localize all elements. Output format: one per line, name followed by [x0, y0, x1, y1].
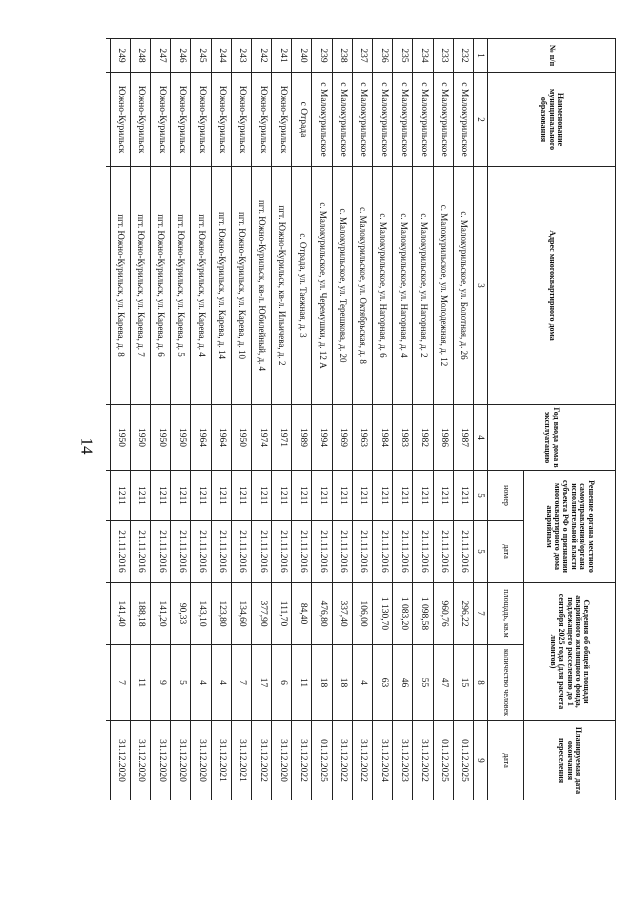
row-number: 248: [130, 39, 150, 73]
column-number: 4: [474, 405, 488, 471]
row-number: 237: [352, 39, 372, 73]
people-cell: [106, 645, 110, 721]
table-row: [433, 39, 453, 801]
municipality-cell: Южно-Курильск: [171, 73, 191, 167]
area-cell: 106,00: [352, 583, 372, 645]
planned-date-cell: 31.12.2022: [413, 721, 433, 800]
municipality-cell: Южно-Курильск: [191, 73, 211, 167]
decision-date-cell: 21.11.2016: [251, 521, 271, 583]
address-cell: пгт. Южно-Курильск, кв-л. Ильичева, д. 2: [272, 167, 292, 405]
decision-number-cell: 1211: [191, 471, 211, 521]
decision-number-cell: 1211: [433, 471, 453, 521]
planned-date-cell: 01.12.2025: [312, 721, 332, 800]
table-row: [373, 39, 393, 801]
decision-number-cell: 1211: [292, 471, 312, 521]
people-cell: 5: [171, 645, 191, 721]
planned-date-cell: 01.12.2025: [453, 721, 473, 800]
header-decision: Решение органа местного самоуправления/органа исполнительной власти субъекта РФ о признании многоквартирного дома аварийным: [524, 471, 616, 583]
decision-date-cell: 21.11.2016: [171, 521, 191, 583]
municipality-cell: с Малокурильское: [373, 73, 393, 167]
municipality-cell: с Малокурильское: [453, 73, 473, 167]
people-cell: 18: [312, 645, 332, 721]
people-cell: 46: [393, 645, 413, 721]
area-cell: 377,90: [251, 583, 271, 645]
year-cell: 1964: [211, 405, 231, 471]
address-cell: с. Малокурильское, ул. Октябрьская, д. 8: [352, 167, 372, 405]
year-cell: 1950: [171, 405, 191, 471]
table-row: [231, 39, 251, 801]
municipality-cell: Южно-Курильск: [110, 73, 130, 167]
decision-number-cell: 1211: [373, 471, 393, 521]
table-row: [453, 39, 473, 801]
header-year: Год ввода дома в эксплуатацию: [488, 405, 616, 471]
area-cell: 134,60: [231, 583, 251, 645]
table-row: [106, 39, 110, 801]
decision-number-cell: 1211: [251, 471, 271, 521]
row-number: 245: [191, 39, 211, 73]
row-number: 233: [433, 39, 453, 73]
planned-date-cell: 31.12.2020: [130, 721, 150, 800]
row-number: 244: [211, 39, 231, 73]
row-number: 239: [312, 39, 332, 73]
year-cell: 1987: [453, 405, 473, 471]
header-people: количество человек: [488, 645, 524, 721]
row-number: 235: [393, 39, 413, 73]
year-cell: 1950: [130, 405, 150, 471]
area-cell: 141,40: [110, 583, 130, 645]
municipality-cell: Южно-Курильск: [272, 73, 292, 167]
year-cell: 1950: [151, 405, 171, 471]
decision-date-cell: 21.11.2016: [272, 521, 292, 583]
row-number: 240: [292, 39, 312, 73]
year-cell: 1964: [191, 405, 211, 471]
decision-number-cell: 1211: [453, 471, 473, 521]
row-number: [106, 39, 110, 73]
municipality-cell: с Малокурильское: [352, 73, 372, 167]
row-number: 241: [272, 39, 292, 73]
address-cell: пгт. Южно-Курильск, ул. Карева, д. 7: [130, 167, 150, 405]
decision-number-cell: 1211: [211, 471, 231, 521]
column-number: 7: [474, 583, 488, 645]
address-cell: пгт. Южно-Курильск, ул. Карева, д. 10: [231, 167, 251, 405]
address-cell: с. Отрада, ул. Таежная, д. 3: [292, 167, 312, 405]
decision-date-cell: 21.11.2016: [130, 521, 150, 583]
decision-number-cell: 1211: [312, 471, 332, 521]
people-cell: 4: [352, 645, 372, 721]
year-cell: 1984: [373, 405, 393, 471]
address-cell: пгт. Южно-Курильск, ул. Карева, д. 14: [211, 167, 231, 405]
decision-number-cell: 1211: [332, 471, 352, 521]
people-cell: 55: [413, 645, 433, 721]
decision-date-cell: 21.11.2016: [191, 521, 211, 583]
area-cell: 111,70: [272, 583, 292, 645]
year-cell: 1974: [251, 405, 271, 471]
planned-date-cell: 31.12.2020: [110, 721, 130, 800]
municipality-cell: Южно-Курильск: [251, 73, 271, 167]
area-cell: 960,76: [433, 583, 453, 645]
table-row: [191, 39, 211, 801]
people-cell: 6: [272, 645, 292, 721]
year-cell: 1963: [352, 405, 372, 471]
table-wrapper: [106, 38, 616, 800]
decision-number-cell: [106, 471, 110, 521]
people-cell: 7: [231, 645, 251, 721]
decision-number-cell: 1211: [231, 471, 251, 521]
row-number: 243: [231, 39, 251, 73]
column-number: 5: [474, 521, 488, 583]
header-area-info: Сведения об общей площади аварийного жилищного фонда, подлежащего расселению до 1 сентября 2025 года (для расчета лимитов): [524, 583, 616, 721]
header-municipality: Наименование муниципального образования: [488, 73, 616, 167]
decision-date-cell: 21.11.2016: [211, 521, 231, 583]
area-cell: 141,20: [151, 583, 171, 645]
year-cell: 1986: [433, 405, 453, 471]
decision-date-cell: 21.11.2016: [352, 521, 372, 583]
decision-number-cell: 1211: [110, 471, 130, 521]
address-cell: пгт. Южно-Курильск, ул. Карева, д. 4: [191, 167, 211, 405]
area-cell: 90,33: [171, 583, 191, 645]
people-cell: 18: [332, 645, 352, 721]
decision-number-cell: 1211: [393, 471, 413, 521]
planned-date-cell: 31.12.2022: [251, 721, 271, 800]
table-row: [251, 39, 271, 801]
address-cell: с. Малокурильское, ул. Нагорная, д. 6: [373, 167, 393, 405]
address-cell: пгт. Южно-Курильск, ул. Карева, д. 5: [171, 167, 191, 405]
column-number: 1: [474, 39, 488, 73]
area-cell: [106, 583, 110, 645]
year-cell: 1971: [272, 405, 292, 471]
header-decision-date: дата: [488, 521, 524, 583]
row-number: 232: [453, 39, 473, 73]
column-number: 2: [474, 73, 488, 167]
municipality-cell: Южно-Курильск: [151, 73, 171, 167]
area-cell: 143,10: [191, 583, 211, 645]
people-cell: 4: [191, 645, 211, 721]
planned-date-cell: 31.12.2021: [211, 721, 231, 800]
row-number: 247: [151, 39, 171, 73]
planned-date-cell: 31.12.2020: [272, 721, 292, 800]
row-number: 238: [332, 39, 352, 73]
table-row: [272, 39, 292, 801]
municipality-cell: с Малокурильское: [413, 73, 433, 167]
address-cell: с. Малокурильское, ул. Нагорная, д. 4: [393, 167, 413, 405]
people-cell: 9: [151, 645, 171, 721]
address-cell: с. Малокурильское, ул. Нагорная, д. 2: [413, 167, 433, 405]
table-row: [352, 39, 372, 801]
row-number: 246: [171, 39, 191, 73]
column-number-row: [474, 39, 488, 801]
area-cell: 123,80: [211, 583, 231, 645]
table-body: [106, 39, 474, 801]
municipality-cell: с Малокурильское: [393, 73, 413, 167]
table-row: [171, 39, 191, 801]
row-number: 242: [251, 39, 271, 73]
municipality-cell: с Малокурильское: [332, 73, 352, 167]
municipality-cell: [106, 73, 110, 167]
year-cell: [106, 405, 110, 471]
decision-date-cell: 21.11.2016: [110, 521, 130, 583]
area-cell: 337,40: [332, 583, 352, 645]
header-num: № п/п: [488, 39, 616, 73]
decision-date-cell: 21.11.2016: [151, 521, 171, 583]
area-cell: 1 083,20: [393, 583, 413, 645]
table-row: [393, 39, 413, 801]
address-cell: с. Малокурильское, ул. Терешкова, д. 20: [332, 167, 352, 405]
year-cell: 1983: [393, 405, 413, 471]
area-cell: 84,40: [292, 583, 312, 645]
column-number: 3: [474, 167, 488, 405]
year-cell: 1950: [110, 405, 130, 471]
people-cell: 4: [211, 645, 231, 721]
planned-date-cell: [106, 721, 110, 800]
address-cell: [106, 167, 110, 405]
column-number: 9: [474, 721, 488, 800]
people-cell: 7: [110, 645, 130, 721]
year-cell: 1950: [231, 405, 251, 471]
decision-date-cell: 21.11.2016: [413, 521, 433, 583]
people-cell: 11: [292, 645, 312, 721]
table-row: [292, 39, 312, 801]
year-cell: 1969: [332, 405, 352, 471]
decision-number-cell: 1211: [413, 471, 433, 521]
municipality-cell: Южно-Курильск: [211, 73, 231, 167]
header-area: площадь, кв.м: [488, 583, 524, 645]
people-cell: 47: [433, 645, 453, 721]
planned-date-cell: 31.12.2020: [191, 721, 211, 800]
planned-date-cell: 31.12.2024: [373, 721, 393, 800]
decision-number-cell: 1211: [352, 471, 372, 521]
planned-date-cell: 01.12.2025: [433, 721, 453, 800]
decision-date-cell: 21.11.2016: [373, 521, 393, 583]
decision-date-cell: 21.11.2016: [453, 521, 473, 583]
table-row: [332, 39, 352, 801]
municipality-cell: с Отрада: [292, 73, 312, 167]
header-planned-date: дата: [488, 721, 524, 800]
decision-date-cell: 21.11.2016: [312, 521, 332, 583]
people-cell: 17: [251, 645, 271, 721]
area-cell: 296,22: [453, 583, 473, 645]
address-cell: с. Малокурильское, ул. Болотная, д. 26: [453, 167, 473, 405]
year-cell: 1994: [312, 405, 332, 471]
planned-date-cell: 31.12.2023: [393, 721, 413, 800]
decision-date-cell: 21.11.2016: [332, 521, 352, 583]
planned-date-cell: 31.12.2022: [332, 721, 352, 800]
decision-date-cell: 21.11.2016: [231, 521, 251, 583]
area-cell: 188,18: [130, 583, 150, 645]
planned-date-cell: 31.12.2022: [292, 721, 312, 800]
decision-number-cell: 1211: [130, 471, 150, 521]
column-number: 5: [474, 471, 488, 521]
planned-date-cell: 31.12.2021: [231, 721, 251, 800]
decision-date-cell: 21.11.2016: [433, 521, 453, 583]
planned-date-cell: 31.12.2020: [151, 721, 171, 800]
header-planned: Планируемая дата окончания переселения: [524, 721, 616, 800]
people-cell: 15: [453, 645, 473, 721]
row-number: 236: [373, 39, 393, 73]
table-row: [211, 39, 231, 801]
planned-date-cell: 31.12.2020: [171, 721, 191, 800]
year-cell: 1982: [413, 405, 433, 471]
municipality-cell: Южно-Курильск: [231, 73, 251, 167]
year-cell: 1989: [292, 405, 312, 471]
area-cell: 1 098,58: [413, 583, 433, 645]
address-cell: с. Малокурильское, ул. Черемушки, д. 12 А: [312, 167, 332, 405]
municipality-cell: Южно-Курильск: [130, 73, 150, 167]
table-row: [413, 39, 433, 801]
decision-number-cell: 1211: [272, 471, 292, 521]
municipality-cell: с Малокурильское: [433, 73, 453, 167]
header-decision-number: номер: [488, 471, 524, 521]
page-number: 14: [77, 437, 97, 455]
address-cell: пгт. Южно-Курильск, ул. Карева, д. 6: [151, 167, 171, 405]
table-row: [151, 39, 171, 801]
decision-number-cell: 1211: [151, 471, 171, 521]
planned-date-cell: 31.12.2022: [352, 721, 372, 800]
area-cell: 476,80: [312, 583, 332, 645]
table-row: [130, 39, 150, 801]
decision-date-cell: 21.11.2016: [292, 521, 312, 583]
row-number: 234: [413, 39, 433, 73]
table-row: [110, 39, 130, 801]
people-cell: 11: [130, 645, 150, 721]
header-address: Адрес многоквартирного дома: [488, 167, 616, 405]
row-number: 249: [110, 39, 130, 73]
address-cell: пгт. Южно-Курильск, ул. Карева, д. 8: [110, 167, 130, 405]
decision-date-cell: 21.11.2016: [393, 521, 413, 583]
decision-number-cell: 1211: [171, 471, 191, 521]
column-number: 8: [474, 645, 488, 721]
decision-date-cell: [106, 521, 110, 583]
address-cell: с. Малокурильское, ул. Молодежная, д. 12: [433, 167, 453, 405]
municipality-cell: с Малокурильское: [312, 73, 332, 167]
people-cell: 63: [373, 645, 393, 721]
address-cell: пгт. Южно-Курильск, кв-л. Юбилейный, д. 4: [251, 167, 271, 405]
area-cell: 1 130,70: [373, 583, 393, 645]
table-row: [312, 39, 332, 801]
housing-table: [106, 38, 616, 800]
